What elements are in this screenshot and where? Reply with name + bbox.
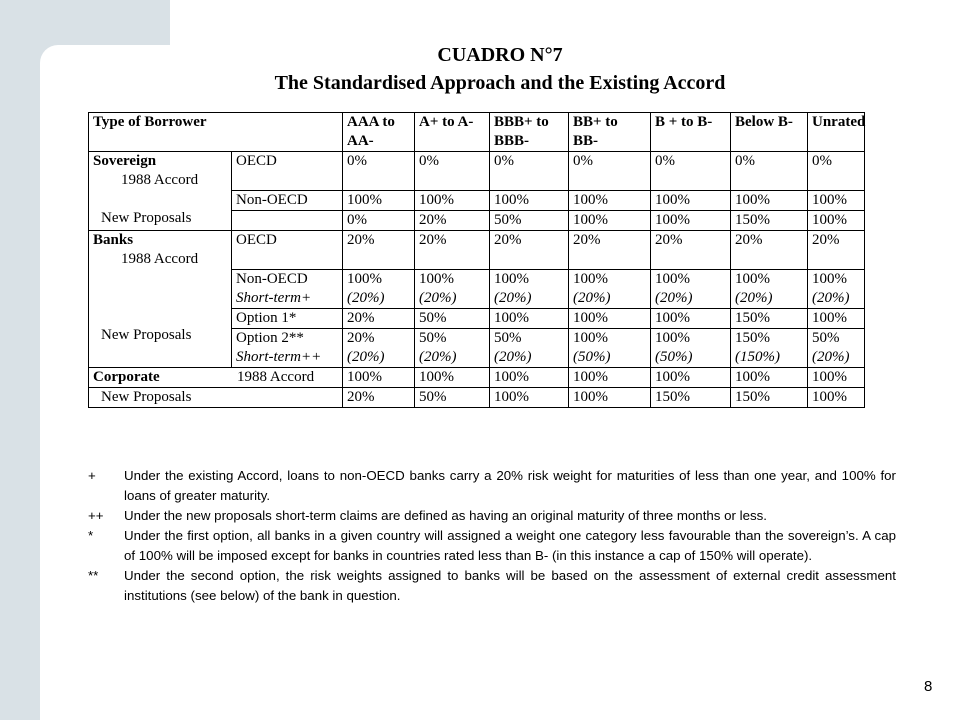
slide-top-strip [170, 0, 230, 45]
table-cell: 100% [651, 211, 731, 231]
table-cell: 100% [569, 191, 651, 211]
row-sub-label: New Proposals [101, 327, 192, 343]
table-cell: 100% [419, 271, 454, 287]
table-cell: 50% [415, 329, 490, 349]
row-label: Short-term+ [236, 290, 312, 306]
table-cell: 100% [494, 271, 529, 287]
table-cell: (20%) [490, 348, 569, 368]
table-cell: 0% [343, 211, 415, 231]
table-cell: 100% [490, 191, 569, 211]
footnote-marker: ** [88, 568, 99, 583]
row-sub-label: 1988 Accord [121, 172, 199, 188]
table-cell: (20%) [494, 290, 532, 306]
table-row [89, 231, 865, 270]
table-cell: 20% [343, 309, 415, 329]
table-cell: 100% [808, 191, 865, 211]
table-row [89, 368, 865, 388]
table-cell: 100% [812, 271, 847, 287]
table-cell: (20%) [347, 290, 385, 306]
table-cell: 100% [731, 368, 808, 388]
row-group-label: Banks [93, 232, 134, 248]
table-cell: (20%) [573, 290, 611, 306]
footnote-text: Under the first option, all banks in a given country will assigned a weight one category less favourable than the sovereign’s. A cap of 100% will be imposed except for banks in countries rated less than B- (in this instance a cap of 150% will operate). [124, 528, 896, 563]
table-cell: 100% [651, 191, 731, 211]
table-cell: 100% [415, 368, 490, 388]
table-cell: 100% [808, 211, 865, 231]
row-label: Short-term++ [232, 348, 343, 368]
table-cell: 20% [415, 231, 490, 270]
header-cell: Unrated [808, 113, 865, 152]
table-cell: 150% [731, 388, 808, 408]
row-label: Non-OECD [232, 191, 343, 211]
table-cell: 0% [569, 152, 651, 191]
page-title: CUADRO N°7 [437, 44, 563, 66]
table-cell: (50%) [569, 348, 651, 368]
table-cell: 100% [651, 309, 731, 329]
footnote [88, 506, 896, 526]
table-cell: 20% [569, 231, 651, 270]
table-cell: 0% [651, 152, 731, 191]
footnote [88, 566, 896, 606]
table-cell: 100% [343, 191, 415, 211]
row-group-label: Corporate [93, 369, 160, 385]
table-cell: 150% [731, 211, 808, 231]
table-cell: 50% [490, 211, 569, 231]
table-cell: 100% [415, 191, 490, 211]
header-cell: Below B- [731, 113, 808, 152]
table-cell: 100% [735, 271, 770, 287]
table-row [89, 152, 865, 191]
header-cell: A+ to A- [415, 113, 490, 152]
table-cell: (20%) [415, 348, 490, 368]
table-cell: 0% [490, 152, 569, 191]
table-cell: 150% [731, 329, 808, 349]
table-cell: 100% [490, 368, 569, 388]
row-group-label: Sovereign [93, 153, 157, 169]
footnote-marker: * [88, 528, 94, 543]
table-cell: 100% [490, 388, 569, 408]
table-cell: 100% [569, 211, 651, 231]
table-cell: 100% [808, 388, 865, 408]
footnote-marker: ++ [88, 508, 104, 523]
table-cell: 100% [347, 271, 382, 287]
row-label: Option 1* [232, 309, 343, 329]
table-cell: 50% [415, 388, 490, 408]
row-label: Option 2** [232, 329, 343, 349]
header-cell: AAA to AA- [343, 113, 415, 152]
row-label: OECD [232, 152, 343, 191]
table-cell: 100% [490, 309, 569, 329]
header-cell: BBB+ to BBB- [490, 113, 569, 152]
table-cell: 0% [808, 152, 865, 191]
table-cell: 50% [415, 309, 490, 329]
table-cell: 0% [343, 152, 415, 191]
table-cell: 20% [490, 231, 569, 270]
row-label: Non-OECD [236, 271, 308, 287]
table-cell: (20%) [343, 348, 415, 368]
table-cell: 20% [808, 231, 865, 270]
table-cell: 20% [651, 231, 731, 270]
table-cell: (20%) [812, 290, 850, 306]
page-number: 8 [924, 678, 933, 695]
row-sub-label: 1988 Accord [237, 369, 315, 385]
table-cell: 100% [655, 271, 690, 287]
table-row [89, 388, 865, 408]
footnotes [88, 466, 896, 606]
table-cell: 20% [343, 231, 415, 270]
footnote [88, 466, 896, 506]
table-header-row [89, 113, 865, 152]
row-label [232, 211, 343, 231]
table-cell: 100% [569, 329, 651, 349]
row-sub-label: 1988 Accord [121, 251, 199, 267]
table-cell: 100% [651, 368, 731, 388]
table-cell: 100% [808, 309, 865, 329]
table-cell: (20%) [735, 290, 773, 306]
table-cell: 0% [731, 152, 808, 191]
risk-weight-table [88, 112, 865, 408]
footnote-marker: + [88, 468, 96, 483]
table-cell: 100% [808, 368, 865, 388]
table-cell: (20%) [808, 348, 865, 368]
table-cell: 150% [731, 309, 808, 329]
table-cell: 100% [573, 271, 608, 287]
table-cell: 0% [415, 152, 490, 191]
page-subtitle: The Standardised Approach and the Existing Accord [274, 72, 726, 94]
row-sub-label: New Proposals [101, 210, 192, 226]
header-cell: BB+ to BB- [569, 113, 651, 152]
footnote-text: Under the existing Accord, loans to non-OECD banks carry a 20% risk weight for maturities of less than one year, and 100% for loans of greater maturity. [124, 468, 896, 503]
table-cell: 100% [569, 388, 651, 408]
table-cell: (20%) [419, 290, 457, 306]
table-cell: 20% [731, 231, 808, 270]
table-cell: 20% [343, 329, 415, 349]
footnote [88, 526, 896, 566]
left-band-corner [0, 0, 170, 45]
table-cell: 150% [651, 388, 731, 408]
row-label: OECD [232, 231, 343, 270]
table-cell: 100% [731, 191, 808, 211]
table-cell: 100% [651, 329, 731, 349]
table-cell: 100% [569, 309, 651, 329]
table-cell: 50% [808, 329, 865, 349]
header-cell: Type of Borrower [89, 113, 343, 152]
table-cell: 100% [569, 368, 651, 388]
footnote-text: Under the second option, the risk weights assigned to banks will be based on the assessment of external credit assessment institutions (see below) of the bank in question. [124, 568, 896, 603]
header-cell: B + to B- [651, 113, 731, 152]
table-cell: 20% [343, 388, 415, 408]
table-cell: 100% [343, 368, 415, 388]
table-cell: (150%) [731, 348, 808, 368]
table-cell: 50% [490, 329, 569, 349]
table-cell: (50%) [651, 348, 731, 368]
row-sub-label: New Proposals [89, 388, 343, 408]
footnote-text: Under the new proposals short-term claims are defined as having an original maturity of three months or less. [124, 508, 767, 523]
table-cell: (20%) [655, 290, 693, 306]
table-cell: 20% [415, 211, 490, 231]
